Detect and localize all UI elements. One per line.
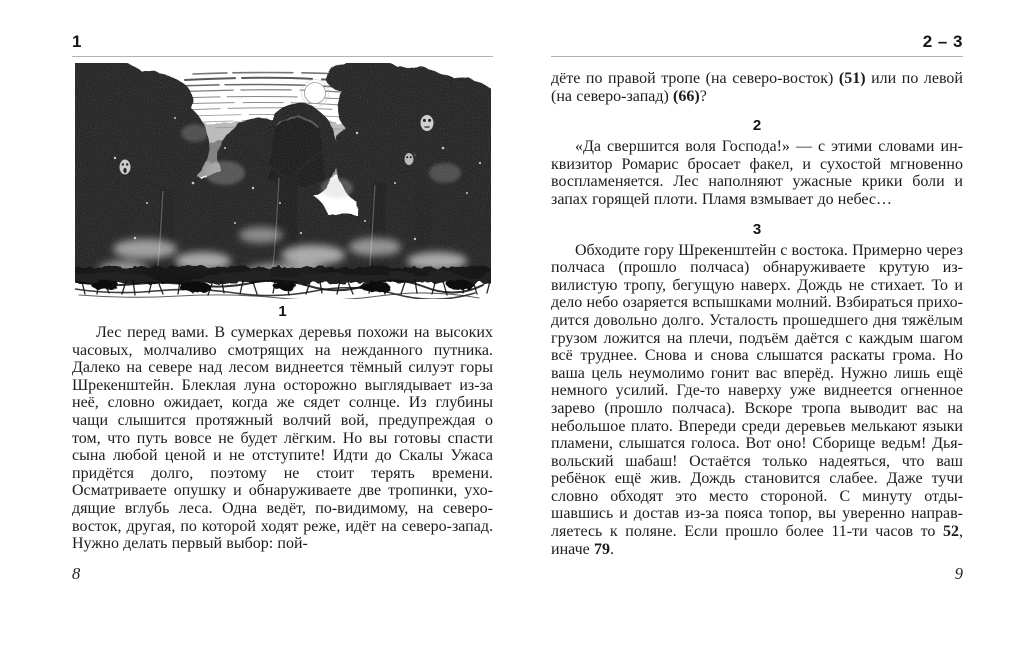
forest-illustration: [72, 63, 493, 299]
page-left-body: [72, 63, 493, 553]
section-heading-2: 2: [752, 117, 762, 135]
header-rule-left: [72, 56, 493, 57]
section-1-text: Лес перед вами. В сумерках деревья похожи на высоких часовых, молчаливо смотрящих на нежданного путника. Далеко на севере над лесом виднеется тёмный силуэт горы Шрекенштейн. Блеклая луна осторожно выглядывает из-за неё, словно ожидает, когда же сядет солнце. Из глубины чащи слышится протяжный волчий вой, предупреждая о том, что путь вовсе не будет лёгким. Но вы готовы спасти сына любой ценой и не отступите! Идти до Скалы Ужаса придётся долго, поэтому не стоит терять времени. Осматриваете опушку и обнаруживаете две тропинки, уходящие вглубь леса. Одна ведёт, по-видимому, на северо-восток, другая, по которой ходят реже, идёт на северо-запад. Нужно делать первый выбор: пой-: [72, 324, 493, 553]
running-head-right: 2 – 3: [922, 32, 963, 51]
page-number-left: 8: [72, 564, 81, 583]
page-right-body: [551, 70, 963, 558]
header-rule-right: [551, 56, 963, 57]
page-right: [551, 0, 963, 650]
page-number-right: 9: [954, 564, 963, 583]
section-heading-1: 1: [278, 303, 287, 320]
section-1-continuation-text: дёте по правой тропе (на северо-восток) (51) или по левой (на северо-запад) (66)?: [551, 70, 963, 105]
running-head-left: 1: [72, 32, 82, 51]
page-left: [72, 0, 493, 650]
section-heading-3: 3: [752, 220, 762, 238]
grain-texture: [75, 63, 491, 277]
night-forest-art: [75, 63, 491, 299]
section-3-text: Обходите гору Шрекенштейн с востока. Примерно через полчаса (прошло полчаса) обнаруживаете крутую извилистую тропу, бегущую наверх. Дождь не стихает. То и дело небо озаряется вспышками молний. Взбираться приходится довольно долго. Усталость прошедшего дня тяжёлым грузом ложится на плечи, подъём даётся с каждым шагом всё труднее. Снова и снова слышатся раскаты грома. Но ваша цель неумолимо гонит вас вперёд. Нужно лишь ещё немного усилий. Где-то наверху уже виднеется огненное зарево (прошло полчаса). Вскоре тропа выводит вас на небольшое плато. Впереди среди деревьев мелькают языки пламени, слышатся голоса. Вот оно! Сборище ведьм! Дьявольский шабаш! Остаётся только надеяться, что ваш ребёнок ещё жив. Дождь становится слабее. Даже тучи словно обходят это место стороной. С минуту отдышавшись и достав из-за пояса топор, вы уверенно направляетесь к поляне. Если прошло более 11-ти часов то 52, иначе 79.: [551, 241, 963, 558]
section-2-text: «Да свершится воля Господа!» — с этими словами инквизитор Ромарис бросает факел, и сухостой мгновенно воспламеняется. Лес наполняют ужасные крики боли и запах горящей плоти. Пламя взмывает до небес…: [551, 138, 963, 208]
